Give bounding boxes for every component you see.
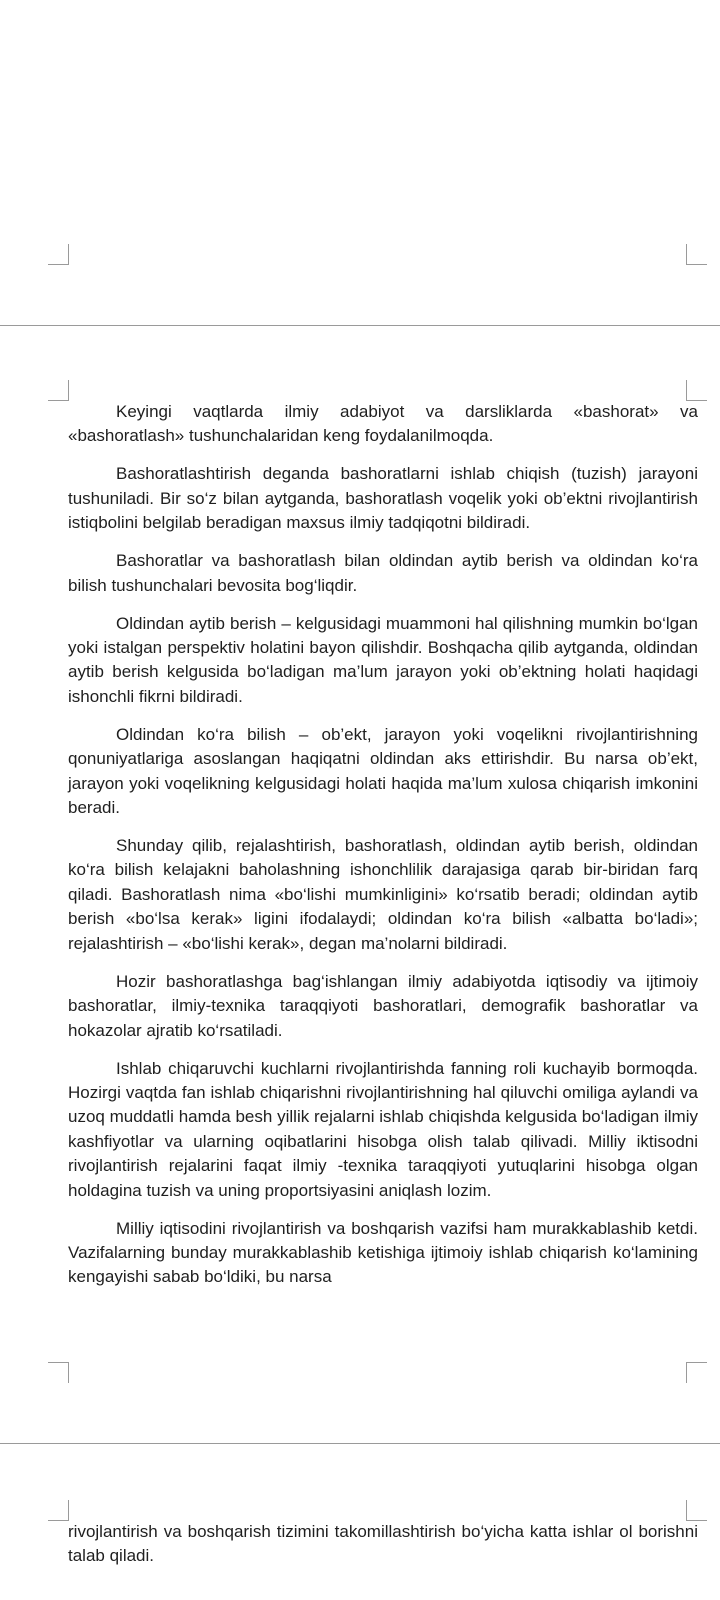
page-break-line: [0, 325, 720, 326]
page-corner-mark: [686, 380, 707, 401]
paragraph: Keyingi vaqtlarda ilmiy adabiyot va darsliklarda «bashorat» va «bashoratlash» tushunchalaridan keng foydalanilmoqda.: [68, 402, 698, 446]
page-break-line: [0, 1443, 720, 1444]
document-body: [68, 400, 698, 1290]
page-corner-mark: [686, 1500, 707, 1521]
next-page-body: [68, 1520, 698, 1569]
page-corner-mark: [48, 1500, 69, 1521]
paragraph-continuation: rivojlantirish va boshqarish tizimini takomillashtirish bo‘yicha katta ishlar ol borishni talab qiladi.: [68, 1522, 698, 1566]
paragraph: Shunday qilib, rejalashtirish, bashoratlash, oldindan aytib berish, oldindan ko‘ra bilish kelajakni baholashning ishonchlilik darajasiga qarab bir-biridan farq qiladi. Bashoratlash nima «bo‘lishi mumkinligini» ko‘rsatib beradi; oldindan aytib berish «bo‘lsa kerak» ligini ifodalaydi; oldindan ko‘ra bilish «albatta bo‘ladi»; rejalashtirish – «bo‘lishi kerak», degan ma’nolarni bildiradi.: [68, 836, 698, 953]
page-corner-mark: [48, 380, 69, 401]
paragraph: Bashoratlar va bashoratlash bilan oldindan aytib berish va oldindan ko‘ra bilish tushunchalari bevosita bog‘liqdir.: [68, 551, 698, 595]
page-corner-mark: [686, 244, 707, 265]
paragraph: Milliy iqtisodini rivojlantirish va boshqarish vazifsi ham murakkablashib ketdi. Vazifalarning bunday murakkablashib ketishiga ijtimoiy ishlab chiqarish ko‘lamining kengayishi sabab bo‘ldiki, bu narsa: [68, 1218, 698, 1287]
paragraph: Oldindan aytib berish – kelgusidagi muammoni hal qilishning mumkin bo‘lgan yoki istalgan perspektiv holatini bayon qilishdir. Boshqacha qilib aytganda, oldindan aytib berish kelgusida bo‘ladigan ma’lum jarayon yoki ob’ektning holati haqidagi ishonchli fikrni bildiradi.: [68, 613, 698, 706]
page-corner-mark: [48, 244, 69, 265]
paragraph: Hozir bashoratlashga bag‘ishlangan ilmiy adabiyotda iqtisodiy va ijtimoiy bashoratlar, ilmiy-texnika taraqqiyoti bashoratlari, demografik bashoratlar va hokazolar ajratib ko‘rsatiladi.: [68, 971, 698, 1040]
paragraph: Bashoratlashtirish deganda bashoratlarni ishlab chiqish (tuzish) jarayoni tushuniladi. Bir so‘z bilan aytganda, bashoratlash voqelik yoki ob’ektni rivojlantirish istiqbolini belgilab beradigan maxsus ilmiy tadqiqotni bildiradi.: [68, 464, 698, 533]
page-corner-mark: [686, 1362, 707, 1383]
page-corner-mark: [48, 1362, 69, 1383]
paragraph: Ishlab chiqaruvchi kuchlarni rivojlantirishda fanning roli kuchayib bormoqda. Hozirgi vaqtda fan ishlab chiqarishni rivojlantirishning hal qiluvchi omiliga aylandi va uzoq muddatli hamda besh yillik rejalarni ishlab chiqishda kelgusida bo‘ladigan ilmiy kashfiyotlar va ularning oqibatlarini hisobga olish talab qilivadi. Milliy iktisodni rivojlantirish rejalarini faqat ilmiy -texnika taraqqiyoti yutuqlarini hisobga olgan holdagina tuzish va uning proportsiyasini aniqlash lozim.: [68, 1058, 698, 1200]
paragraph: Oldindan ko‘ra bilish – ob’ekt, jarayon yoki voqelikni rivojlantirishning qonuniyatlariga asoslangan haqiqatni oldindan aks ettirishdir. Bu narsa ob’ekt, jarayon yoki voqelikning kelgusidagi holati haqida ma’lum xulosa chiqarish imkonini beradi.: [68, 724, 698, 818]
